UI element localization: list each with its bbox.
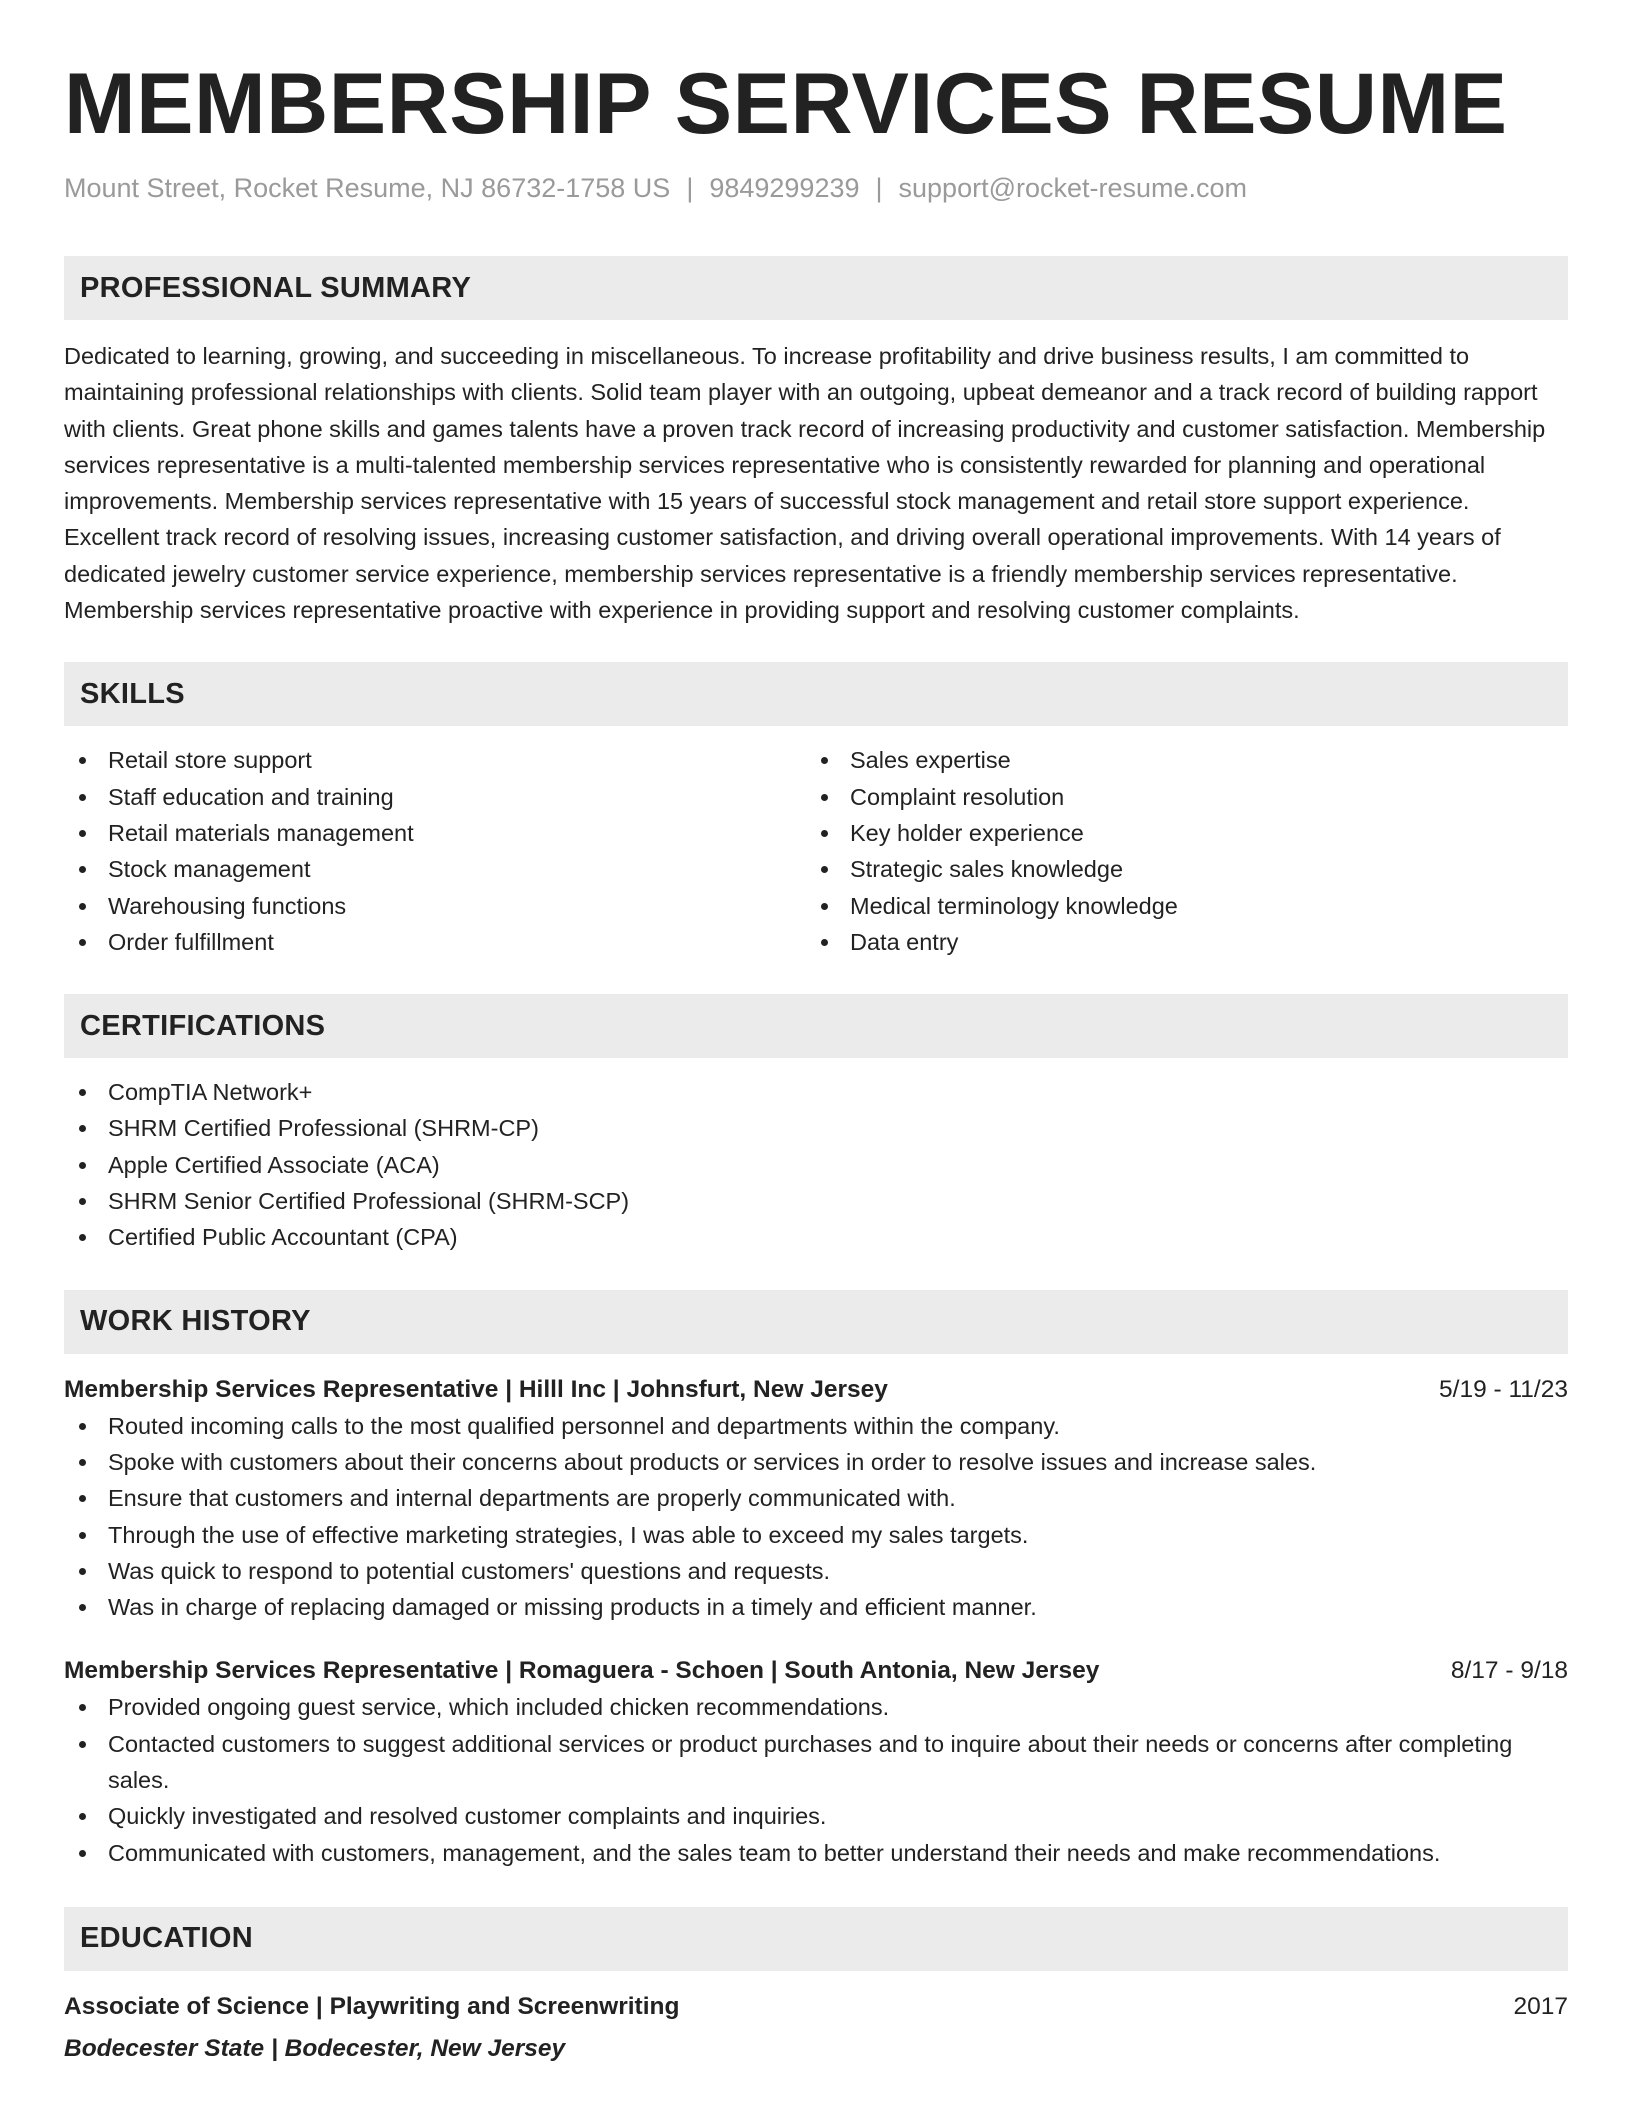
contact-email: support@rocket-resume.com [898,173,1248,203]
resume-title: MEMBERSHIP SERVICES RESUME [64,56,1508,152]
skill-item: Retail store support [64,742,806,778]
job-heading-row [64,1653,1568,1689]
job-bullet: Through the use of effective marketing strategies, I was able to exceed my sales targets. [64,1517,1568,1553]
job-dates: 5/19 - 11/23 [1439,1375,1568,1403]
job-bullet: Quickly investigated and resolved customer complaints and inquiries. [64,1798,1568,1834]
education-degree: Associate of Science | Playwriting and Screenwriting [64,1992,680,2020]
education-heading-row [64,1989,1568,2025]
job-bullet: Contacted customers to suggest additional services or product purchases and to inquire about their needs or concerns after completing sales. [64,1726,1568,1799]
certification-item: Apple Certified Associate (ACA) [64,1147,1568,1183]
certification-item: SHRM Certified Professional (SHRM-CP) [64,1110,1568,1146]
skills-columns [64,742,1568,960]
job-bullet: Ensure that customers and internal departments are properly communicated with. [64,1480,1568,1516]
skill-item: Warehousing functions [64,888,806,924]
summary-text: Dedicated to learning, growing, and succeeding in miscellaneous. To increase profitability and drive business results, I am committed to maintaining professional relationships with clients. Solid team player with an outgoing, upbeat demeanor and a track record of building rapport with clients. Great phone skills and games talents have a proven track record of increasing productivity and customer satisfaction. Membership services representative is a multi-talented membership services representative who is consistently rewarded for planning and operational improvements. Membership services representative with 15 years of successful stock management and retail store support experience. Excellent track record of resolving issues, increasing customer satisfaction, and driving overall operational improvements. With 14 years of dedicated jewelry customer service experience, membership services representative is a friendly membership services representative. Membership services representative proactive with experience in providing support and resolving customer complaints. [64,343,1546,624]
skill-item: Order fulfillment [64,924,806,960]
skill-item: Complaint resolution [806,779,1548,815]
skill-item: Retail materials management [64,815,806,851]
skill-item: Staff education and training [64,779,806,815]
section-header-skills: SKILLS [64,662,1568,726]
job-bullet: Routed incoming calls to the most qualified personnel and departments within the company. [64,1408,1568,1444]
section-header-summary: PROFESSIONAL SUMMARY [64,256,1568,320]
skill-item: Strategic sales knowledge [806,851,1548,887]
job-bullet: Communicated with customers, management, and the sales team to better understand their needs and make recommendations. [64,1835,1568,1871]
job-bullet-list [64,1408,1568,1626]
section-header-certifications: CERTIFICATIONS [64,994,1568,1058]
certification-item: CompTIA Network+ [64,1074,1568,1110]
job-bullet: Was quick to respond to potential customers' questions and requests. [64,1553,1568,1589]
skills-list-right [806,742,1548,960]
job-bullet: Spoke with customers about their concerns about products or services in order to resolve issues and increase sales. [64,1444,1568,1480]
section-header-work-history: WORK HISTORY [64,1290,1568,1354]
certification-item: Certified Public Accountant (CPA) [64,1219,1568,1255]
skill-item: Stock management [64,851,806,887]
skill-item: Key holder experience [806,815,1548,851]
job-heading-row [64,1372,1568,1408]
job-title: Membership Services Representative | Hilll Inc | Johnsfurt, New Jersey [64,1375,888,1403]
job-title: Membership Services Representative | Romaguera - Schoen | South Antonia, New Jersey [64,1657,1100,1685]
job-dates: 8/17 - 9/18 [1450,1657,1568,1685]
contact-address: Mount Street, Rocket Resume, NJ 86732-1758 US [64,173,671,203]
skills-list-left [64,742,806,960]
certifications-list [64,1074,1568,1255]
skill-item: Data entry [806,924,1548,960]
contact-line [64,170,1568,206]
contact-phone: 9849299239 [709,173,860,203]
education-year: 2017 [1513,1992,1568,2020]
job-bullet: Was in charge of replacing damaged or missing products in a timely and efficient manner. [64,1589,1568,1625]
contact-separator: | [875,173,883,203]
contact-separator: | [686,173,694,203]
job-bullet: Provided ongoing guest service, which included chicken recommendations. [64,1689,1568,1725]
certification-item: SHRM Senior Certified Professional (SHRM-SCP) [64,1183,1568,1219]
section-header-education: EDUCATION [64,1907,1568,1971]
education-school: Bodecester State | Bodecester, New Jersey [64,2034,566,2062]
skill-item: Sales expertise [806,742,1548,778]
job-bullet-list [64,1689,1568,1870]
skill-item: Medical terminology knowledge [806,888,1548,924]
